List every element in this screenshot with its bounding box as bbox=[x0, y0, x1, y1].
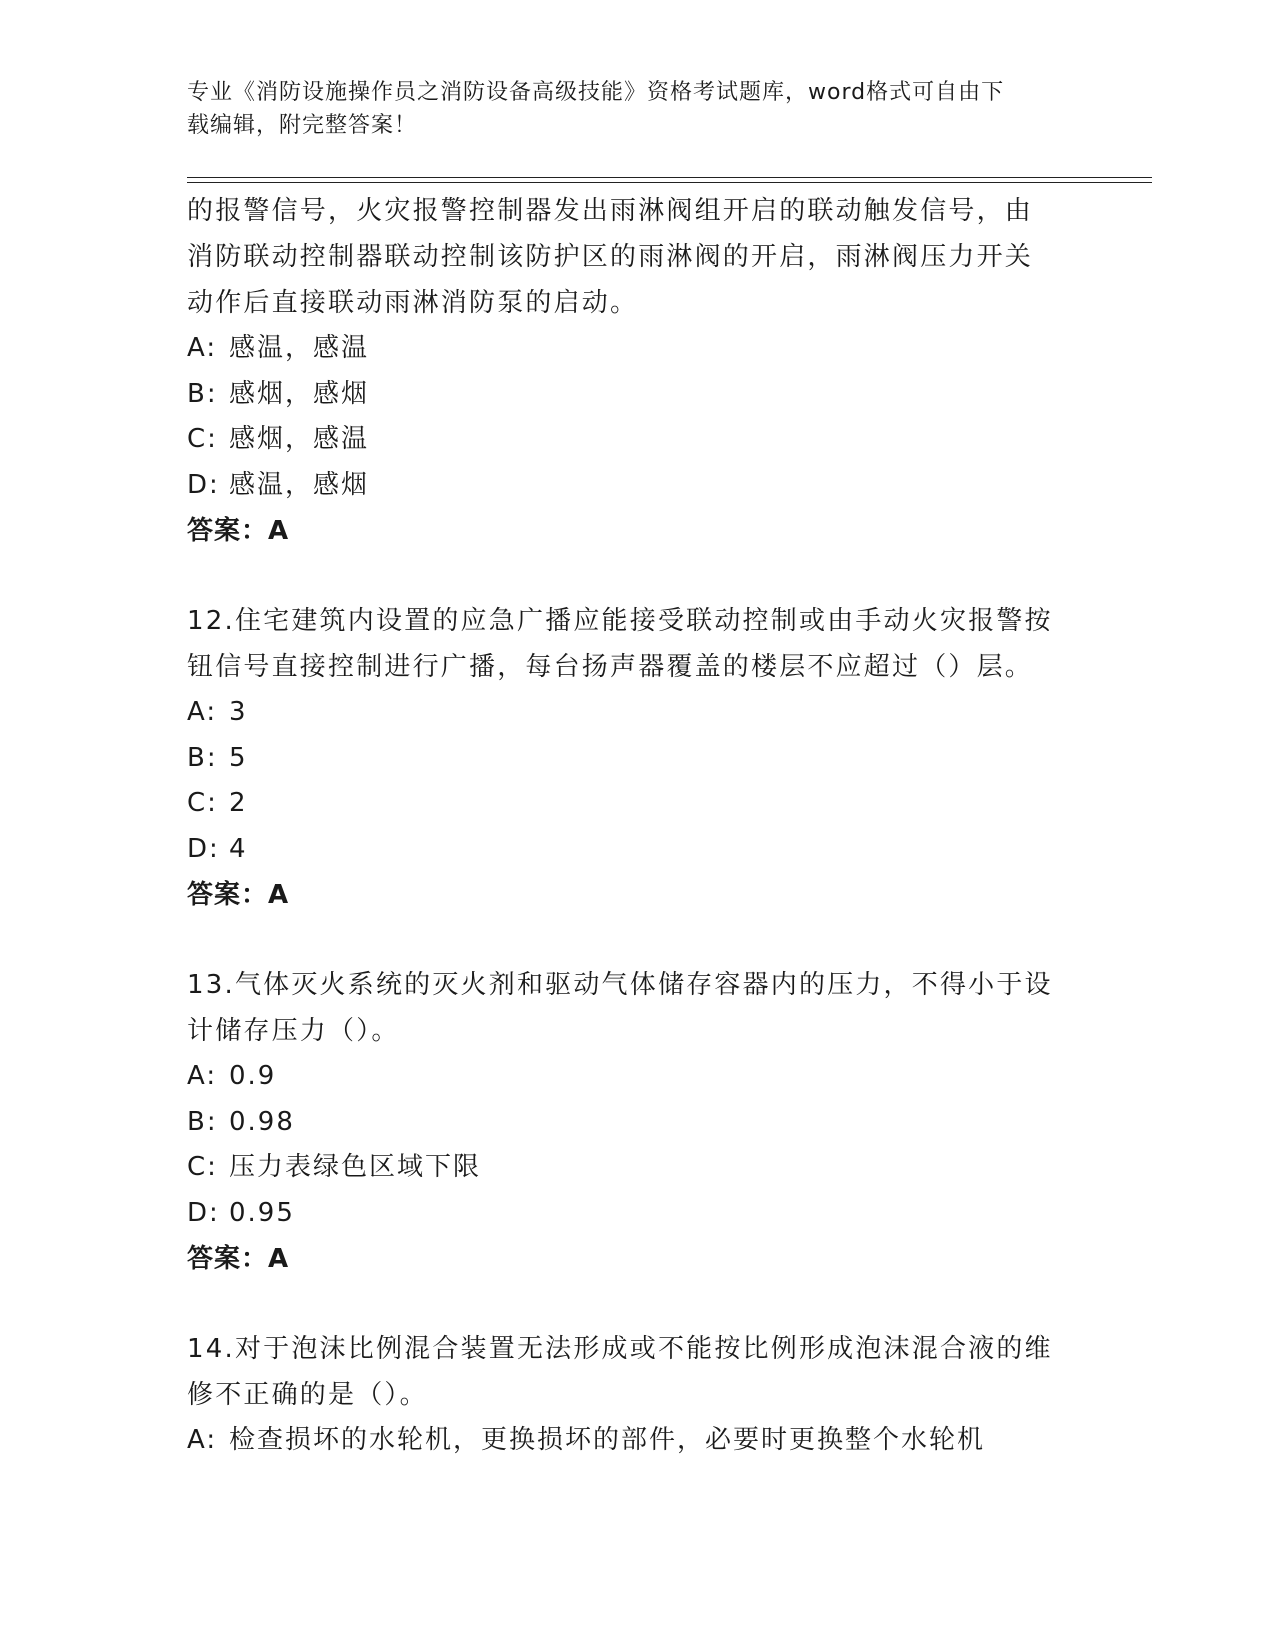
header-divider-top bbox=[187, 177, 1152, 178]
question-14-text-1: 14.对于泡沫比例混合装置无法形成或不能按比例形成泡沫混合液的维 bbox=[187, 1334, 1053, 1364]
option-d: D: 4 bbox=[187, 833, 248, 864]
question-12-text-1: 12.住宅建筑内设置的应急广播应能接受联动控制或由手动火灾报警按 bbox=[187, 606, 1053, 636]
option-d: D: 感温，感烟 bbox=[187, 469, 370, 500]
answer: 答案：A bbox=[187, 880, 290, 910]
question-14 bbox=[187, 1326, 1087, 1464]
question-11-text-3: 动作后直接联动雨淋消防泵的启动。 bbox=[187, 288, 639, 318]
option-c: C: 感烟，感温 bbox=[187, 424, 370, 454]
question-14-text-2: 修不正确的是（）。 bbox=[187, 1380, 428, 1410]
option-a: A: 感温，感温 bbox=[187, 333, 370, 363]
option-a: A: 检查损坏的水轮机，更换损坏的部件，必要时更换整个水轮机 bbox=[187, 1425, 986, 1455]
question-11-text-1: 的报警信号，火灾报警控制器发出雨淋阀组开启的联动触发信号，由 bbox=[187, 196, 1034, 226]
question-13-text-1: 13.气体灭火系统的灭火剂和驱动气体储存容器内的压力，不得小于设 bbox=[187, 970, 1053, 1000]
question-11-text-2: 消防联动控制器联动控制该防护区的雨淋阀的开启，雨淋阀压力开关 bbox=[187, 242, 1034, 272]
question-content bbox=[187, 188, 1087, 1464]
option-b: B: 感烟，感烟 bbox=[187, 378, 370, 409]
option-a: A: 0.9 bbox=[187, 1061, 277, 1091]
option-b: B: 5 bbox=[187, 742, 248, 773]
option-c: C: 2 bbox=[187, 788, 248, 818]
question-12 bbox=[187, 598, 1087, 918]
option-d: D: 0.95 bbox=[187, 1197, 295, 1228]
answer: 答案：A bbox=[187, 1244, 290, 1274]
question-13-text-2: 计储存压力（）。 bbox=[187, 1016, 400, 1046]
header-line-1: 专业《消防设施操作员之消防设备高级技能》资格考试题库，word格式可自由下 bbox=[187, 80, 1005, 105]
header-divider-bottom bbox=[187, 182, 1152, 183]
option-a: A: 3 bbox=[187, 697, 248, 727]
header-line-2: 载编辑，附完整答案！ bbox=[187, 113, 418, 138]
question-12-text-2: 钮信号直接控制进行广播，每台扬声器覆盖的楼层不应超过（）层。 bbox=[187, 652, 1034, 682]
question-13 bbox=[187, 962, 1087, 1282]
question-11 bbox=[187, 188, 1087, 554]
option-b: B: 0.98 bbox=[187, 1106, 295, 1137]
answer: 答案：A bbox=[187, 516, 290, 546]
option-c: C: 压力表绿色区域下限 bbox=[187, 1152, 482, 1182]
document-header bbox=[187, 76, 1067, 142]
